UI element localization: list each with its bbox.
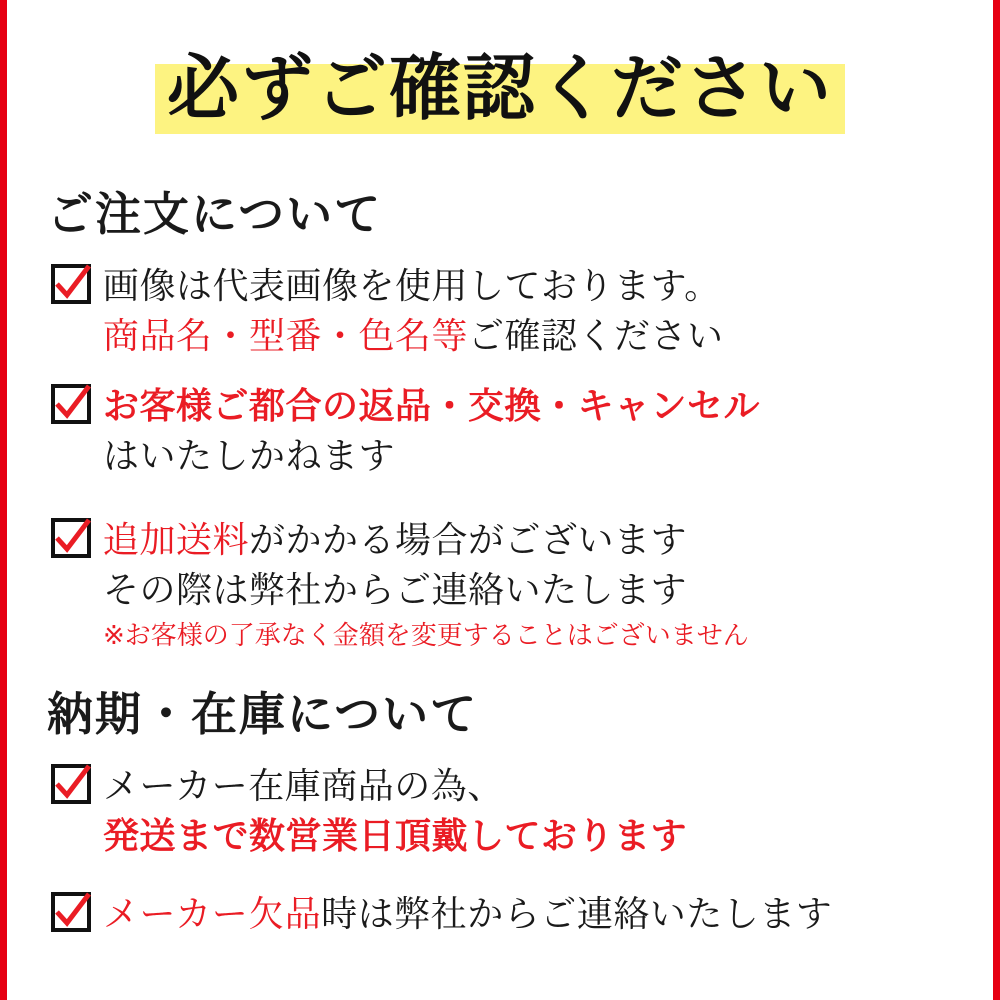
notice-line	[103, 516, 963, 566]
checkbox-checked-icon	[51, 518, 91, 558]
notice-line-emphasis: 商品名・型番・色名等	[103, 316, 469, 357]
notice-item-text	[103, 516, 963, 656]
checkbox-checked-icon	[51, 384, 91, 424]
notice-line-rest: 時は弊社からご連絡いたします	[321, 894, 833, 935]
page-title-block	[37, 36, 963, 146]
notice-line: メーカー在庫商品の為、	[103, 766, 504, 807]
page-title: 必ずご確認ください	[166, 46, 833, 130]
notice-item	[51, 762, 963, 862]
notice-line	[103, 890, 963, 940]
checkbox-checked-icon	[51, 264, 91, 304]
notice-line	[103, 312, 963, 362]
notice-footnote: ※お客様の了承なく金額を変更することはございません	[103, 621, 749, 651]
notice-line-emphasis: メーカー欠品	[103, 894, 322, 935]
notice-item	[51, 516, 963, 656]
notice-line: その際は弊社からご連絡いたします	[103, 570, 688, 611]
notice-item	[51, 890, 963, 940]
notice-line: 発送まで数営業日頂戴しております	[103, 816, 688, 857]
notice-content	[7, 0, 993, 1000]
notice-line: はいたしかねます	[103, 436, 396, 477]
notice-item-text	[103, 382, 963, 482]
notice-line: お客様ご都合の返品・交換・キャンセル	[103, 386, 761, 427]
notice-line-rest: ご確認ください	[468, 316, 724, 357]
section-heading-stock: 納期・在庫について	[47, 687, 479, 741]
notice-item	[51, 382, 963, 482]
notice-item-text	[103, 762, 963, 862]
notice-line-rest: がかかる場合がございます	[249, 520, 688, 561]
section-heading-order: ご注文について	[47, 187, 383, 241]
checkbox-checked-icon	[51, 764, 91, 804]
notice-line-emphasis: 追加送料	[103, 520, 250, 561]
notice-item	[51, 262, 963, 362]
notice-line: 画像は代表画像を使用しております。	[103, 266, 721, 307]
checkbox-checked-icon	[51, 892, 91, 932]
notice-item-text	[103, 890, 963, 940]
notice-item-text	[103, 262, 963, 362]
